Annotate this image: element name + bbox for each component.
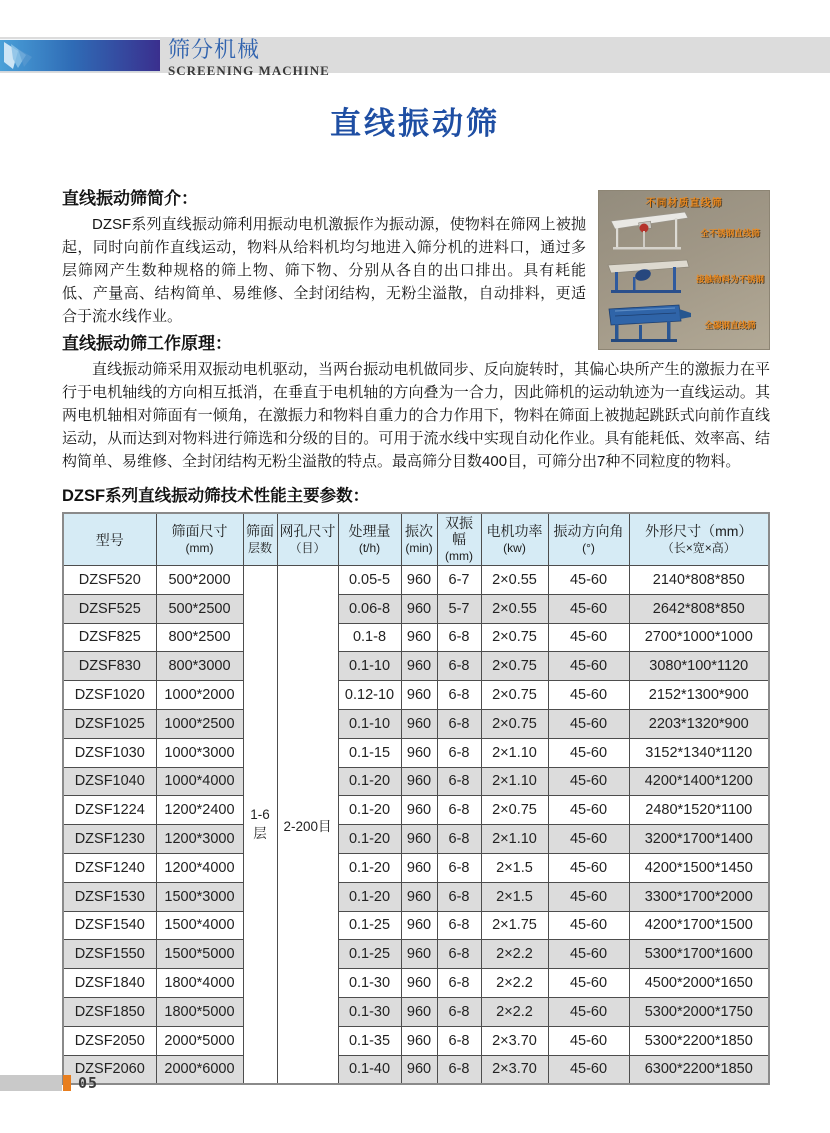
value-cell: 2×0.75	[481, 652, 548, 681]
value-cell: 6-8	[437, 652, 481, 681]
ribbon-logo-icon	[2, 41, 44, 75]
value-cell: 0.05-5	[338, 566, 401, 595]
value-cell: 6-8	[437, 969, 481, 998]
value-cell: 0.1-20	[338, 796, 401, 825]
model-cell: DZSF1040	[63, 767, 156, 796]
value-cell: 6-8	[437, 796, 481, 825]
value-cell: 2×0.75	[481, 709, 548, 738]
value-cell: 6-8	[437, 940, 481, 969]
value-cell: 960	[401, 1055, 437, 1084]
value-cell: 45-60	[548, 681, 629, 710]
value-cell: 2×0.75	[481, 796, 548, 825]
column-header: 外形尺寸（mm） （长×宽×高）	[629, 513, 769, 566]
value-cell: 0.1-15	[338, 738, 401, 767]
page-footer	[0, 1074, 98, 1091]
value-cell: 45-60	[548, 652, 629, 681]
value-cell: 0.1-40	[338, 1055, 401, 1084]
value-cell: 2140*808*850	[629, 566, 769, 595]
value-cell: 6-8	[437, 853, 481, 882]
value-cell: 6-8	[437, 911, 481, 940]
value-cell: 45-60	[548, 796, 629, 825]
value-cell: 0.06-8	[338, 594, 401, 623]
principle-paragraph: 直线振动筛采用双振动电机驱动，当两台振动电机做同步、反向旋转时，其偏心块所产生的激振力在平行于电机轴线的方向相互抵消，在垂直于电机轴的方向叠为一合力，因此筛机的运动轨迹为一直线运动。其两电机轴相对筛面有一倾角，在激振力和物料自重力的合力作用下，物料在筛面上被抛起跳跃式向前作直线运动，从而达到对物料进行筛选和分级的目的。可用于流水线中实现自动化作业。具有能耗低、效率高、结构简单、易维修、全封闭结构无粉尘溢散的特点。最高筛分目数400目，可筛分出7种不同粒度的物料。	[62, 361, 770, 470]
photo-label: 全碳钢直线筛	[704, 319, 756, 330]
carbon-steel-screen-illustration	[603, 301, 695, 350]
footer-accent-block	[63, 1075, 71, 1091]
value-cell: 5300*2200*1850	[629, 1026, 769, 1055]
model-cell: DZSF830	[63, 652, 156, 681]
table-row	[63, 853, 769, 882]
brand-block	[168, 37, 330, 77]
value-cell: 960	[401, 969, 437, 998]
value-cell: 500*2500	[156, 594, 243, 623]
column-header: 双振幅 (mm)	[437, 513, 481, 566]
value-cell: 800*2500	[156, 623, 243, 652]
model-cell: DZSF1550	[63, 940, 156, 969]
column-header: 处理量 (t/h)	[338, 513, 401, 566]
merged-span-cell: 1-6层	[243, 566, 277, 1085]
value-cell: 45-60	[548, 594, 629, 623]
value-cell: 960	[401, 767, 437, 796]
value-cell: 45-60	[548, 997, 629, 1026]
value-cell: 2000*5000	[156, 1026, 243, 1055]
value-cell: 960	[401, 652, 437, 681]
model-cell: DZSF825	[63, 623, 156, 652]
value-cell: 1000*2500	[156, 709, 243, 738]
value-cell: 960	[401, 594, 437, 623]
value-cell: 0.1-8	[338, 623, 401, 652]
value-cell: 960	[401, 882, 437, 911]
spec-table-body	[63, 566, 769, 1085]
value-cell: 45-60	[548, 566, 629, 595]
table-row	[63, 594, 769, 623]
value-cell: 45-60	[548, 853, 629, 882]
value-cell: 960	[401, 940, 437, 969]
value-cell: 2642*808*850	[629, 594, 769, 623]
value-cell: 2203*1320*900	[629, 709, 769, 738]
value-cell: 0.1-25	[338, 911, 401, 940]
value-cell: 960	[401, 566, 437, 595]
value-cell: 0.1-20	[338, 853, 401, 882]
value-cell: 45-60	[548, 882, 629, 911]
table-row	[63, 997, 769, 1026]
value-cell: 6-8	[437, 1055, 481, 1084]
value-cell: 960	[401, 997, 437, 1026]
column-header: 电机功率 (kw)	[481, 513, 548, 566]
model-cell: DZSF1530	[63, 882, 156, 911]
value-cell: 1000*3000	[156, 738, 243, 767]
brand-name-en: SCREENING MACHINE	[168, 63, 330, 78]
photo-caption-title: 不同材质直线筛	[645, 198, 723, 209]
photo-row	[603, 210, 765, 256]
value-cell: 3300*1700*2000	[629, 882, 769, 911]
merged-span-cell: 2-200目	[277, 566, 338, 1085]
value-cell: 960	[401, 1026, 437, 1055]
value-cell: 1000*2000	[156, 681, 243, 710]
value-cell: 6-8	[437, 1026, 481, 1055]
value-cell: 2×3.70	[481, 1055, 548, 1084]
value-cell: 6-8	[437, 882, 481, 911]
value-cell: 2×3.70	[481, 1026, 548, 1055]
value-cell: 960	[401, 681, 437, 710]
column-header: 型号	[63, 513, 156, 566]
column-header: 筛面 层数	[243, 513, 277, 566]
value-cell: 2×0.55	[481, 566, 548, 595]
value-cell: 960	[401, 738, 437, 767]
value-cell: 45-60	[548, 709, 629, 738]
value-cell: 6-8	[437, 738, 481, 767]
value-cell: 45-60	[548, 1026, 629, 1055]
value-cell: 2×1.10	[481, 738, 548, 767]
photo-label: 接触物料为不锈钢	[695, 273, 764, 284]
value-cell: 1200*2400	[156, 796, 243, 825]
column-header: 筛面尺寸 (mm)	[156, 513, 243, 566]
value-cell: 2×2.2	[481, 940, 548, 969]
value-cell: 0.1-25	[338, 940, 401, 969]
value-cell: 0.1-20	[338, 882, 401, 911]
value-cell: 5300*2000*1750	[629, 997, 769, 1026]
value-cell: 4500*2000*1650	[629, 969, 769, 998]
value-cell: 2×1.75	[481, 911, 548, 940]
stainless-contact-screen-illustration	[603, 255, 695, 304]
model-cell: DZSF1240	[63, 853, 156, 882]
content-area	[62, 188, 770, 1085]
value-cell: 960	[401, 911, 437, 940]
value-cell: 1800*5000	[156, 997, 243, 1026]
spec-table	[62, 512, 770, 1085]
value-cell: 500*2000	[156, 566, 243, 595]
spec-table-head	[63, 513, 769, 566]
table-row	[63, 1026, 769, 1055]
value-cell: 960	[401, 796, 437, 825]
table-row	[63, 1055, 769, 1084]
table-row	[63, 709, 769, 738]
value-cell: 2×0.75	[481, 623, 548, 652]
footer-bar	[0, 1075, 62, 1091]
column-header: 振动方向角 (°)	[548, 513, 629, 566]
value-cell: 4200*1700*1500	[629, 911, 769, 940]
value-cell: 6-7	[437, 566, 481, 595]
model-cell: DZSF1030	[63, 738, 156, 767]
value-cell: 960	[401, 709, 437, 738]
table-row	[63, 825, 769, 854]
value-cell: 6-8	[437, 997, 481, 1026]
value-cell: 45-60	[548, 623, 629, 652]
logo-bar	[0, 39, 160, 72]
value-cell: 1500*4000	[156, 911, 243, 940]
intro-paragraph: DZSF系列直线振动筛利用振动电机激振作为振动源，使物料在筛网上被抛起，同时向前作直线运动，物料从给料机均匀地进入筛分机的进料口，通过多层筛网产生数种规格的筛上物、筛下物、分别从各自的出口排出。具有耗能低、产量高、结构简单、易维修、全封闭结构，无粉尘溢散，自动排料，更适合于流水线作业。	[62, 216, 586, 325]
model-cell: DZSF2050	[63, 1026, 156, 1055]
column-header: 网孔尺寸 （目）	[277, 513, 338, 566]
value-cell: 6-8	[437, 825, 481, 854]
table-row	[63, 681, 769, 710]
value-cell: 6-8	[437, 681, 481, 710]
value-cell: 3200*1700*1400	[629, 825, 769, 854]
value-cell: 4200*1400*1200	[629, 767, 769, 796]
header-band	[0, 37, 830, 78]
model-cell: DZSF1224	[63, 796, 156, 825]
value-cell: 45-60	[548, 738, 629, 767]
value-cell: 2×1.10	[481, 825, 548, 854]
value-cell: 2×0.75	[481, 681, 548, 710]
value-cell: 960	[401, 853, 437, 882]
value-cell: 0.12-10	[338, 681, 401, 710]
table-row	[63, 882, 769, 911]
value-cell: 800*3000	[156, 652, 243, 681]
value-cell: 0.1-20	[338, 767, 401, 796]
table-row	[63, 911, 769, 940]
value-cell: 0.1-30	[338, 969, 401, 998]
value-cell: 1200*4000	[156, 853, 243, 882]
column-header: 振次 (min)	[401, 513, 437, 566]
value-cell: 2700*1000*1000	[629, 623, 769, 652]
model-cell: DZSF1540	[63, 911, 156, 940]
model-cell: DZSF520	[63, 566, 156, 595]
value-cell: 45-60	[548, 940, 629, 969]
value-cell: 6300*2200*1850	[629, 1055, 769, 1084]
table-row	[63, 940, 769, 969]
value-cell: 2000*6000	[156, 1055, 243, 1084]
value-cell: 0.1-10	[338, 709, 401, 738]
value-cell: 5300*1700*1600	[629, 940, 769, 969]
value-cell: 1000*4000	[156, 767, 243, 796]
value-cell: 3080*100*1120	[629, 652, 769, 681]
brand-name-cn: 筛分机械	[168, 37, 261, 62]
value-cell: 2×1.5	[481, 882, 548, 911]
value-cell: 2×2.2	[481, 997, 548, 1026]
value-cell: 0.1-20	[338, 825, 401, 854]
model-cell: DZSF1230	[63, 825, 156, 854]
value-cell: 45-60	[548, 825, 629, 854]
value-cell: 0.1-30	[338, 997, 401, 1026]
photo-row	[603, 302, 765, 348]
value-cell: 2480*1520*1100	[629, 796, 769, 825]
value-cell: 45-60	[548, 911, 629, 940]
value-cell: 0.1-35	[338, 1026, 401, 1055]
value-cell: 6-8	[437, 623, 481, 652]
model-cell: DZSF2060	[63, 1055, 156, 1084]
table-row	[63, 969, 769, 998]
model-cell: DZSF1025	[63, 709, 156, 738]
model-cell: DZSF1020	[63, 681, 156, 710]
value-cell: 1500*3000	[156, 882, 243, 911]
value-cell: 2×0.55	[481, 594, 548, 623]
value-cell: 1200*3000	[156, 825, 243, 854]
photo-row	[603, 256, 765, 302]
model-cell: DZSF1840	[63, 969, 156, 998]
value-cell: 45-60	[548, 767, 629, 796]
value-cell: 2×1.5	[481, 853, 548, 882]
table-row	[63, 767, 769, 796]
model-cell: DZSF1850	[63, 997, 156, 1026]
product-photo-montage	[598, 190, 770, 350]
value-cell: 45-60	[548, 969, 629, 998]
value-cell: 960	[401, 825, 437, 854]
value-cell: 1500*5000	[156, 940, 243, 969]
value-cell: 45-60	[548, 1055, 629, 1084]
value-cell: 1800*4000	[156, 969, 243, 998]
table-row	[63, 623, 769, 652]
value-cell: 5-7	[437, 594, 481, 623]
value-cell: 2×2.2	[481, 969, 548, 998]
principle-heading: 直线振动筛工作原理：	[62, 334, 232, 353]
intro-heading: 直线振动筛简介：	[62, 189, 198, 208]
value-cell: 3152*1340*1120	[629, 738, 769, 767]
value-cell: 0.1-10	[338, 652, 401, 681]
value-cell: 6-8	[437, 767, 481, 796]
stainless-screen-illustration	[603, 209, 695, 258]
spec-table-heading: DZSF系列直线振动筛技术性能主要参数：	[62, 487, 370, 505]
model-cell: DZSF525	[63, 594, 156, 623]
value-cell: 4200*1500*1450	[629, 853, 769, 882]
value-cell: 960	[401, 623, 437, 652]
value-cell: 6-8	[437, 709, 481, 738]
table-row	[63, 738, 769, 767]
table-row	[63, 566, 769, 595]
table-row	[63, 652, 769, 681]
table-row	[63, 796, 769, 825]
value-cell: 2×1.10	[481, 767, 548, 796]
value-cell: 2152*1300*900	[629, 681, 769, 710]
page-title: 直线振动筛	[330, 106, 500, 141]
photo-label: 全不锈钢直线筛	[700, 227, 760, 238]
page-number: 05	[78, 1073, 99, 1092]
